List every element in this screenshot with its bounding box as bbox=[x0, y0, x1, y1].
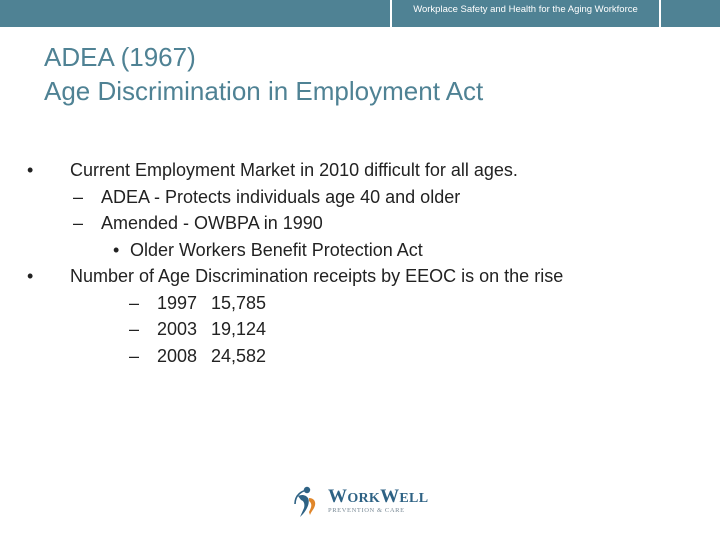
sub-bullet-text: Amended - OWBPA in 1990 bbox=[101, 213, 323, 233]
bullet-marker: • bbox=[27, 160, 34, 180]
stat-year: 1997 bbox=[157, 292, 198, 313]
sub-bullet-item bbox=[0, 184, 720, 211]
stat-count: 15,785 bbox=[211, 292, 267, 313]
slide-body bbox=[0, 157, 720, 369]
slide-title-line-2: Age Discrimination in Employment Act bbox=[44, 76, 484, 106]
logo-wordmark: WORKWELL bbox=[328, 486, 429, 507]
dash-marker: – bbox=[129, 319, 140, 339]
slide-title bbox=[44, 40, 483, 108]
stat-item bbox=[0, 343, 720, 370]
dash-marker: – bbox=[129, 292, 140, 313]
dash-marker: – bbox=[73, 213, 84, 233]
bullet-item bbox=[0, 263, 720, 290]
bullet-text: Number of Age Discrimination receipts by EEOC is on the rise bbox=[70, 266, 564, 286]
stat-year: 2003 bbox=[157, 319, 198, 339]
dash-marker: – bbox=[129, 345, 140, 366]
stat-item bbox=[0, 290, 720, 317]
workwell-logo bbox=[292, 484, 429, 520]
sub-sub-bullet-item bbox=[0, 237, 720, 264]
stat-count: 19,124 bbox=[211, 319, 267, 339]
person-figure-icon bbox=[292, 484, 326, 520]
header-divider-right bbox=[659, 0, 661, 27]
slide-title-line-1: ADEA (1967) bbox=[44, 42, 196, 72]
stat-year: 2008 bbox=[157, 345, 198, 366]
header-title: Workplace Safety and Health for the Aging Workforce bbox=[413, 4, 638, 15]
bullet-item bbox=[0, 157, 720, 184]
stat-count: 24,582 bbox=[211, 345, 267, 366]
logo-tagline: PREVENTION & CARE bbox=[328, 507, 405, 514]
bullet-text: Current Employment Market in 2010 difficult for all ages. bbox=[70, 160, 518, 180]
sub-bullet-text: ADEA - Protects individuals age 40 and older bbox=[101, 186, 461, 207]
dash-marker: – bbox=[73, 186, 84, 207]
bullet-marker: • bbox=[113, 239, 120, 260]
stat-item bbox=[0, 316, 720, 343]
bullet-marker: • bbox=[27, 266, 34, 286]
sub-bullet-item bbox=[0, 210, 720, 237]
sub-sub-bullet-text: Older Workers Benefit Protection Act bbox=[130, 239, 423, 260]
